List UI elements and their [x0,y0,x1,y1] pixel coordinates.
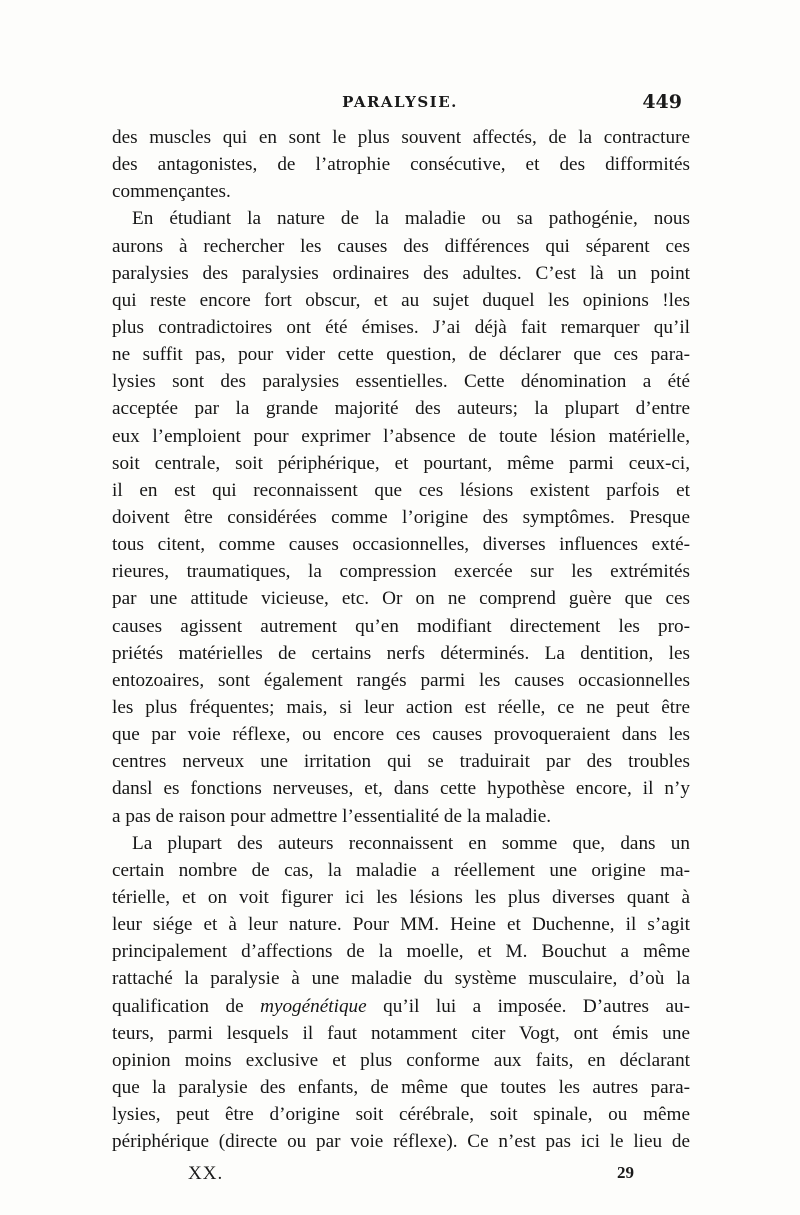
page-number: 449 [642,91,682,113]
text-line: lysies sont des paralysies essentielles. Cette dénomination a été [112,371,690,393]
text-line: périphérique (directe ou par voie réflexe). Ce n’est pas ici le lieu de [112,1131,690,1153]
text-line: il en est qui reconnaissent que ces lésions existent parfois et [112,479,690,501]
running-head: PARALYSIE. [342,93,458,111]
text-line: lysies, peut être d’origine soit cérébrale, soit spinale, ou même [112,1104,690,1126]
text-line: certain nombre de cas, la maladie a réellement une origine ma- [112,859,690,881]
text-line: rattaché la paralysie à une maladie du système musculaire, d’où la [112,968,690,990]
text-line: térielle, et on voit figurer ici les lésions les plus diverses quant à [112,886,690,908]
text-line: soit centrale, soit périphérique, et pourtant, même parmi ceux-ci, [112,452,690,474]
text-line: acceptée par la grande majorité des auteurs; la plupart d’entre [112,398,690,420]
text-line: que par voie réflexe, ou encore ces causes provoqueraient dans les [112,724,690,746]
page-footer [112,1163,690,1193]
text-line: principalement d’affections de la moelle, et M. Bouchut a même [112,941,690,963]
text-line: commençantes. [112,181,231,203]
text-line: ne suffit pas, pour vider cette question, de déclarer que ces para- [112,344,690,366]
text-fragment: qu’il lui a imposée. D’autres au- [366,995,690,1017]
text-line: rieures, traumatiques, la compression exercée sur les extrémités [112,561,690,583]
text-line: priétés matérielles de certains nerfs déterminés. La dentition, les [112,642,690,664]
text-line: les plus fréquentes; mais, si leur action est réelle, ce ne peut être [112,696,690,718]
text-line: des muscles qui en sont le plus souvent affectés, de la contracture [112,127,690,148]
text-line: eux l’emploient pour exprimer l’absence de toute lésion matérielle, [112,425,690,447]
text-line: tous citent, comme causes occasionnelles, diverses influences exté- [112,534,690,556]
text-line: que la paralysie des enfants, de même que toutes les autres para- [112,1076,690,1098]
text-fragment: qualification de [112,995,261,1017]
text-line: opinion moins exclusive et plus conforme aux faits, en déclarant [112,1049,690,1071]
text-line: dansl es fonctions nerveuses, et, dans cette hypothèse encore, il n’y [112,778,690,800]
text-line: La plupart des auteurs reconnaissent en somme que, dans un [132,832,690,854]
text-line: entozoaires, sont également rangés parmi les causes occasionnelles [112,669,690,691]
text-line: paralysies des paralysies ordinaires des adultes. C’est là un point [112,262,690,284]
page-header [112,93,688,123]
text-line: doivent être considérées comme l’origine des symptômes. Presque [112,506,690,528]
text-line: causes agissent autrement qu’en modifiant directement les pro- [112,615,690,637]
text-line: teurs, parmi lesquels il faut notamment citer Vogt, ont émis une [112,1022,690,1044]
text-line [112,993,690,1020]
text-line: a pas de raison pour admettre l’essentialité de la maladie. [112,805,552,827]
text-line: qui reste encore fort obscur, et au sujet duquel les opinions !les [112,289,690,311]
signature-mark: XX. [188,1163,224,1184]
text-line: aurons à rechercher les causes des différences qui séparent ces [112,235,690,257]
text-line: leur siége et à leur nature. Pour MM. Heine et Duchenne, il s’agit [112,914,690,936]
text-line: plus contradictoires ont été émises. J’ai déjà fait remarquer qu’il [112,316,690,338]
text-line: par une attitude vicieuse, etc. Or on ne comprend guère que ces [112,588,690,610]
body-text [112,124,690,1155]
sheet-number: 29 [617,1163,634,1182]
text-line: centres nerveux une irritation qui se traduirait par des troubles [112,751,690,773]
text-line: En étudiant la nature de la maladie ou sa pathogénie, nous [132,208,690,230]
text-line: des antagonistes, de l’atrophie consécutive, et des difformités [112,154,690,176]
italic-term: myogénétique [260,995,367,1017]
